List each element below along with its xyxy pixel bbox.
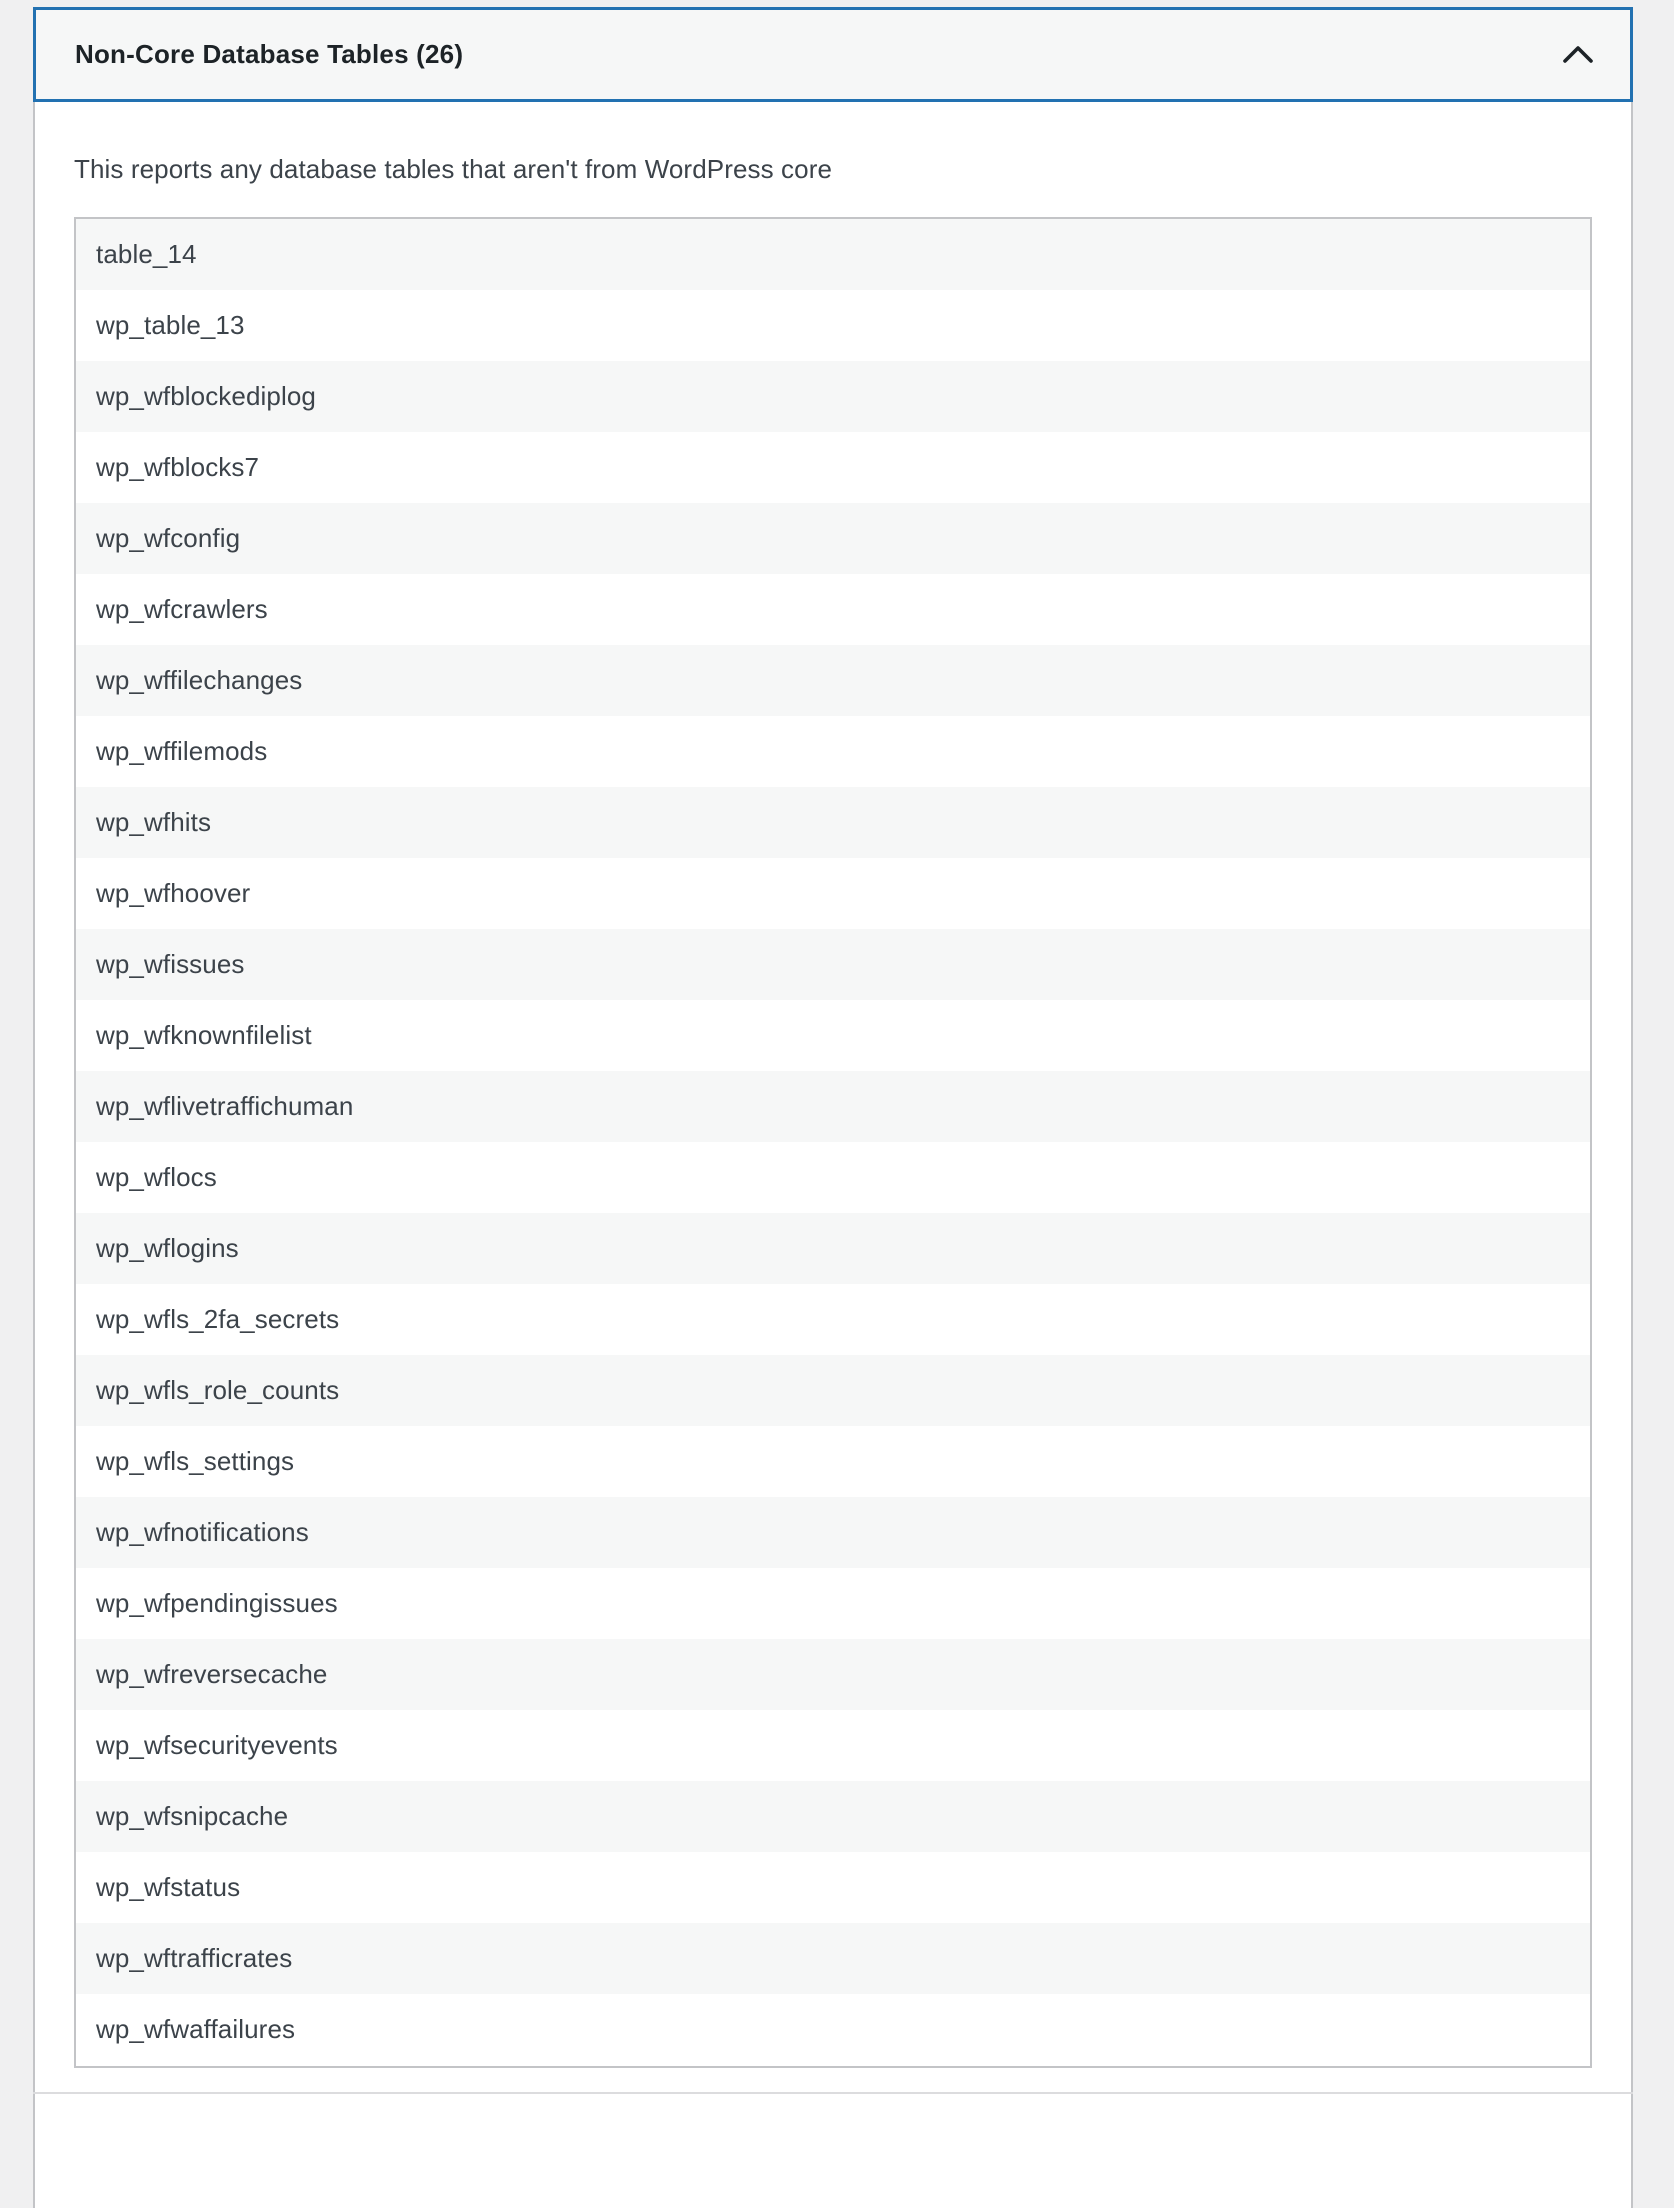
list-item: wp_wfissues [76, 929, 1590, 1000]
list-item: wp_wfls_role_counts [76, 1355, 1590, 1426]
list-item: wp_wfconfig [76, 503, 1590, 574]
list-item: wp_wfhits [76, 787, 1590, 858]
list-item: wp_wffilemods [76, 716, 1590, 787]
tables-list [74, 217, 1592, 2068]
list-item: wp_wfls_2fa_secrets [76, 1284, 1590, 1355]
list-item: wp_wfstatus [76, 1852, 1590, 1923]
accordion-toggle-button[interactable] [33, 7, 1633, 102]
list-item: wp_wfcrawlers [76, 574, 1590, 645]
list-item: wp_wfls_settings [76, 1426, 1590, 1497]
list-item: wp_wflivetraffichuman [76, 1071, 1590, 1142]
list-item: wp_wfnotifications [76, 1497, 1590, 1568]
list-item: table_14 [76, 219, 1590, 290]
list-item: wp_wfsecurityevents [76, 1710, 1590, 1781]
list-item: wp_table_13 [76, 290, 1590, 361]
section-description: This reports any database tables that aren't from WordPress core [74, 154, 833, 184]
list-item: wp_wfknownfilelist [76, 1000, 1590, 1071]
chevron-up-icon[interactable] [1561, 38, 1595, 72]
list-item: wp_wffilechanges [76, 645, 1590, 716]
list-item: wp_wflocs [76, 1142, 1590, 1213]
list-item: wp_wfsnipcache [76, 1781, 1590, 1852]
list-item: wp_wfwaffailures [76, 1994, 1590, 2065]
list-item: wp_wfblockediplog [76, 361, 1590, 432]
accordion-title: Non-Core Database Tables (26) [75, 39, 464, 69]
list-item: wp_wfreversecache [76, 1639, 1590, 1710]
list-item: wp_wfpendingissues [76, 1568, 1590, 1639]
list-item: wp_wfblocks7 [76, 432, 1590, 503]
list-item: wp_wftrafficrates [76, 1923, 1590, 1994]
list-item: wp_wfhoover [76, 858, 1590, 929]
list-item: wp_wflogins [76, 1213, 1590, 1284]
divider [33, 2092, 1633, 2094]
